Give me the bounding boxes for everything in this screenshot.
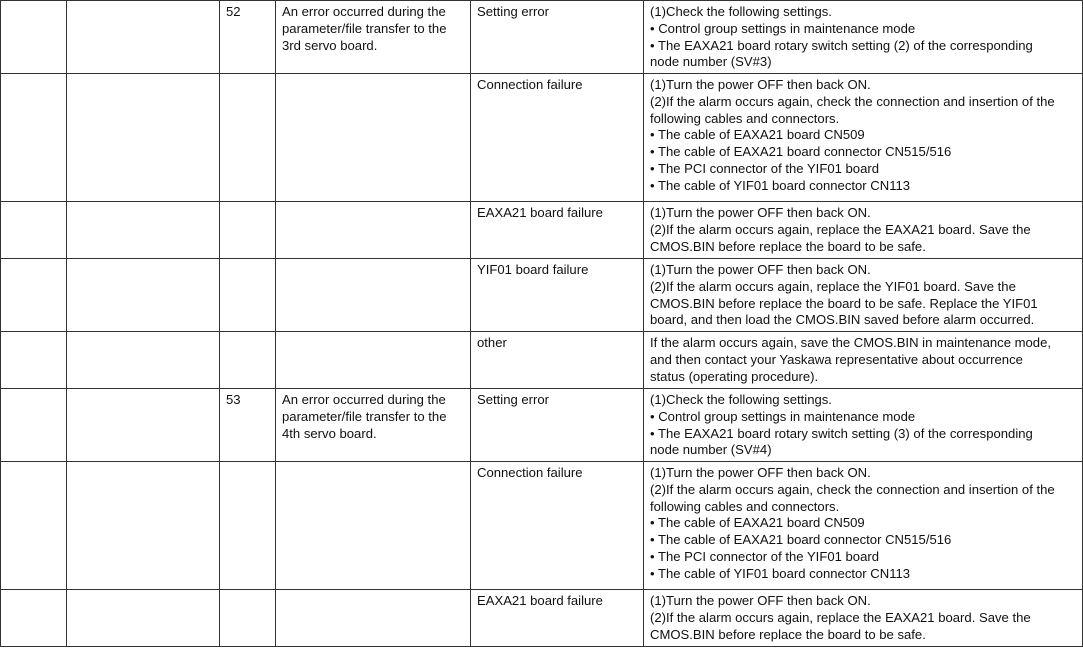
remedy-line: • The cable of EAXA21 board connector CN515/516 bbox=[650, 532, 952, 548]
remedy-cell bbox=[644, 332, 1083, 389]
empty-cell-1 bbox=[1, 259, 67, 332]
cause-cell: EAXA21 board failure bbox=[471, 202, 644, 259]
remedy-line: (2)If the alarm occurs again, replace the YIF01 board. Save the bbox=[650, 278, 1016, 294]
remedy-line: • The cable of YIF01 board connector CN113 bbox=[650, 177, 911, 193]
alarm-code-cell bbox=[220, 462, 276, 590]
remedy-line: (1)Turn the power OFF then back ON. bbox=[650, 205, 871, 220]
remedy-line: following cables and connectors. bbox=[650, 110, 840, 126]
remedy-cell bbox=[644, 259, 1083, 332]
remedy-line: status (operating procedure). bbox=[650, 368, 819, 384]
meaning-line: An error occurred during the bbox=[282, 392, 446, 407]
alarm-code-cell bbox=[220, 74, 276, 202]
meaning-cell bbox=[276, 1, 471, 74]
meaning-cell bbox=[276, 259, 471, 332]
remedy-line: • The PCI connector of the YIF01 board bbox=[650, 548, 880, 564]
cause-cell: Setting error bbox=[471, 389, 644, 462]
empty-cell-1 bbox=[1, 462, 67, 590]
table-row bbox=[1, 1, 1083, 74]
table-row bbox=[1, 389, 1083, 462]
remedy-line: (1)Turn the power OFF then back ON. bbox=[650, 465, 871, 480]
empty-cell-2 bbox=[67, 462, 220, 590]
remedy-line: (1)Check the following settings. bbox=[650, 392, 832, 407]
remedy-line: • The cable of EAXA21 board CN509 bbox=[650, 127, 865, 143]
alarm-code-cell bbox=[220, 590, 276, 647]
cause-cell: Setting error bbox=[471, 1, 644, 74]
remedy-line: • The cable of EAXA21 board CN509 bbox=[650, 515, 865, 531]
remedy-line: (1)Turn the power OFF then back ON. bbox=[650, 262, 871, 277]
remedy-line: (1)Check the following settings. bbox=[650, 4, 832, 19]
remedy-line: (2)If the alarm occurs again, check the connection and insertion of the bbox=[650, 481, 1055, 497]
remedy-line: • The EAXA21 board rotary switch setting (2) of the corresponding bbox=[650, 37, 1033, 53]
meaning-cell bbox=[276, 202, 471, 259]
table-row bbox=[1, 202, 1083, 259]
table-row bbox=[1, 74, 1083, 202]
empty-cell-1 bbox=[1, 590, 67, 647]
remedy-cell bbox=[644, 389, 1083, 462]
remedy-line: (1)Turn the power OFF then back ON. bbox=[650, 77, 871, 92]
remedy-line: • The cable of YIF01 board connector CN113 bbox=[650, 565, 911, 581]
remedy-line: CMOS.BIN before replace the board to be safe. bbox=[650, 626, 926, 642]
meaning-line: 3rd servo board. bbox=[282, 37, 378, 53]
cause-cell: Connection failure bbox=[471, 462, 644, 590]
remedy-line: (2)If the alarm occurs again, replace the EAXA21 board. Save the bbox=[650, 221, 1031, 237]
remedy-line: node number (SV#3) bbox=[650, 54, 772, 70]
empty-cell-2 bbox=[67, 389, 220, 462]
remedy-line: (1)Turn the power OFF then back ON. bbox=[650, 593, 871, 608]
remedy-line: board, and then load the CMOS.BIN saved before alarm occurred. bbox=[650, 312, 1035, 328]
remedy-line: (2)If the alarm occurs again, check the connection and insertion of the bbox=[650, 93, 1055, 109]
remedy-line: following cables and connectors. bbox=[650, 498, 840, 514]
meaning-line: 4th servo board. bbox=[282, 425, 377, 441]
meaning-cell bbox=[276, 389, 471, 462]
meaning-line: An error occurred during the bbox=[282, 4, 446, 19]
remedy-line: • Control group settings in maintenance mode bbox=[650, 408, 916, 424]
empty-cell-1 bbox=[1, 1, 67, 74]
remedy-line: node number (SV#4) bbox=[650, 442, 772, 458]
empty-cell-1 bbox=[1, 332, 67, 389]
cause-cell: other bbox=[471, 332, 644, 389]
cause-cell: YIF01 board failure bbox=[471, 259, 644, 332]
remedy-cell bbox=[644, 1, 1083, 74]
remedy-cell bbox=[644, 462, 1083, 590]
remedy-line: CMOS.BIN before replace the board to be safe. bbox=[650, 238, 926, 254]
remedy-cell bbox=[644, 202, 1083, 259]
table-row bbox=[1, 259, 1083, 332]
remedy-line: • Control group settings in maintenance mode bbox=[650, 20, 916, 36]
remedy-line: (2)If the alarm occurs again, replace the EAXA21 board. Save the bbox=[650, 609, 1031, 625]
table-row bbox=[1, 332, 1083, 389]
remedy-cell bbox=[644, 590, 1083, 647]
remedy-line: CMOS.BIN before replace the board to be safe. Replace the YIF01 bbox=[650, 295, 1038, 311]
meaning-cell bbox=[276, 332, 471, 389]
alarm-table-body bbox=[1, 1, 1083, 647]
remedy-line: • The PCI connector of the YIF01 board bbox=[650, 160, 880, 176]
alarm-code-cell bbox=[220, 332, 276, 389]
alarm-code-cell: 53 bbox=[220, 389, 276, 462]
remedy-line: If the alarm occurs again, save the CMOS.BIN in maintenance mode, bbox=[650, 335, 1052, 350]
meaning-cell bbox=[276, 74, 471, 202]
remedy-line: and then contact your Yaskawa representative about occurrence bbox=[650, 351, 1023, 367]
table-row bbox=[1, 590, 1083, 647]
empty-cell-1 bbox=[1, 202, 67, 259]
remedy-line: • The EAXA21 board rotary switch setting (3) of the corresponding bbox=[650, 425, 1033, 441]
meaning-cell bbox=[276, 462, 471, 590]
table-row bbox=[1, 462, 1083, 590]
empty-cell-2 bbox=[67, 259, 220, 332]
meaning-line: parameter/file transfer to the bbox=[282, 408, 447, 424]
remedy-cell bbox=[644, 74, 1083, 202]
alarm-code-cell: 52 bbox=[220, 1, 276, 74]
empty-cell-1 bbox=[1, 389, 67, 462]
empty-cell-2 bbox=[67, 590, 220, 647]
empty-cell-2 bbox=[67, 202, 220, 259]
cause-cell: EAXA21 board failure bbox=[471, 590, 644, 647]
empty-cell-2 bbox=[67, 332, 220, 389]
remedy-line: • The cable of EAXA21 board connector CN515/516 bbox=[650, 144, 952, 160]
meaning-line: parameter/file transfer to the bbox=[282, 20, 447, 36]
meaning-cell bbox=[276, 590, 471, 647]
alarm-code-cell bbox=[220, 202, 276, 259]
empty-cell-2 bbox=[67, 1, 220, 74]
empty-cell-2 bbox=[67, 74, 220, 202]
cause-cell: Connection failure bbox=[471, 74, 644, 202]
alarm-code-cell bbox=[220, 259, 276, 332]
empty-cell-1 bbox=[1, 74, 67, 202]
